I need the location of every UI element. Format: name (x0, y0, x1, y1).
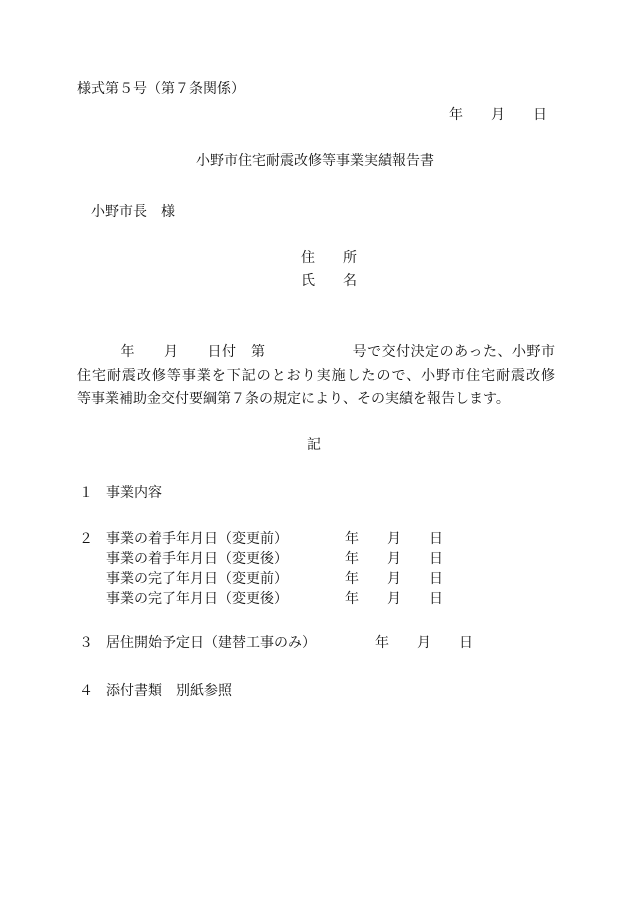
item4-label: 添付書類 別紙参照 (106, 683, 232, 699)
item2-row-4-label: 事業の完了年月日（変更後） (106, 591, 288, 607)
item3-date: 年 月 日 (375, 635, 473, 651)
item2-row-1-date: 年 月 日 (345, 531, 443, 547)
item4-number: ４ (79, 683, 93, 699)
ki-marker: 記 (307, 437, 321, 453)
body-line-2: 住宅耐震改修等事業を下記のとおり実施したので、小野市住宅耐震改修 (77, 368, 555, 384)
item2-row-3-date: 年 月 日 (345, 571, 443, 587)
item2-row-1-label: 事業の着手年月日（変更前） (106, 531, 288, 547)
body-line-1: 年 月 日付 第 号で交付決定のあった、小野市 (77, 344, 555, 360)
item1-label: 事業内容 (106, 485, 162, 501)
item2-row-4-date: 年 月 日 (345, 591, 443, 607)
addressee: 小野市長 様 (91, 204, 175, 220)
item2-row-2-date: 年 月 日 (345, 551, 443, 567)
form-label: 様式第５号（第７条関係） (77, 81, 245, 97)
item3-number: ３ (79, 635, 93, 651)
item2-number: ２ (79, 531, 93, 547)
body-line-3: 等事業補助金交付要綱第７条の規定により、その実績を報告します。 (77, 391, 510, 407)
item2-row-3-label: 事業の完了年月日（変更前） (106, 571, 288, 587)
date-line: 年 月 日 (449, 107, 547, 123)
document-title: 小野市住宅耐震改修等事業実績報告書 (196, 153, 434, 169)
item1-number: １ (79, 485, 93, 501)
address-label: 住 所 (301, 250, 357, 266)
item2-row-2-label: 事業の着手年月日（変更後） (106, 551, 288, 567)
item3-label: 居住開始予定日（建替工事のみ） (106, 635, 316, 651)
name-label: 氏 名 (301, 273, 357, 289)
